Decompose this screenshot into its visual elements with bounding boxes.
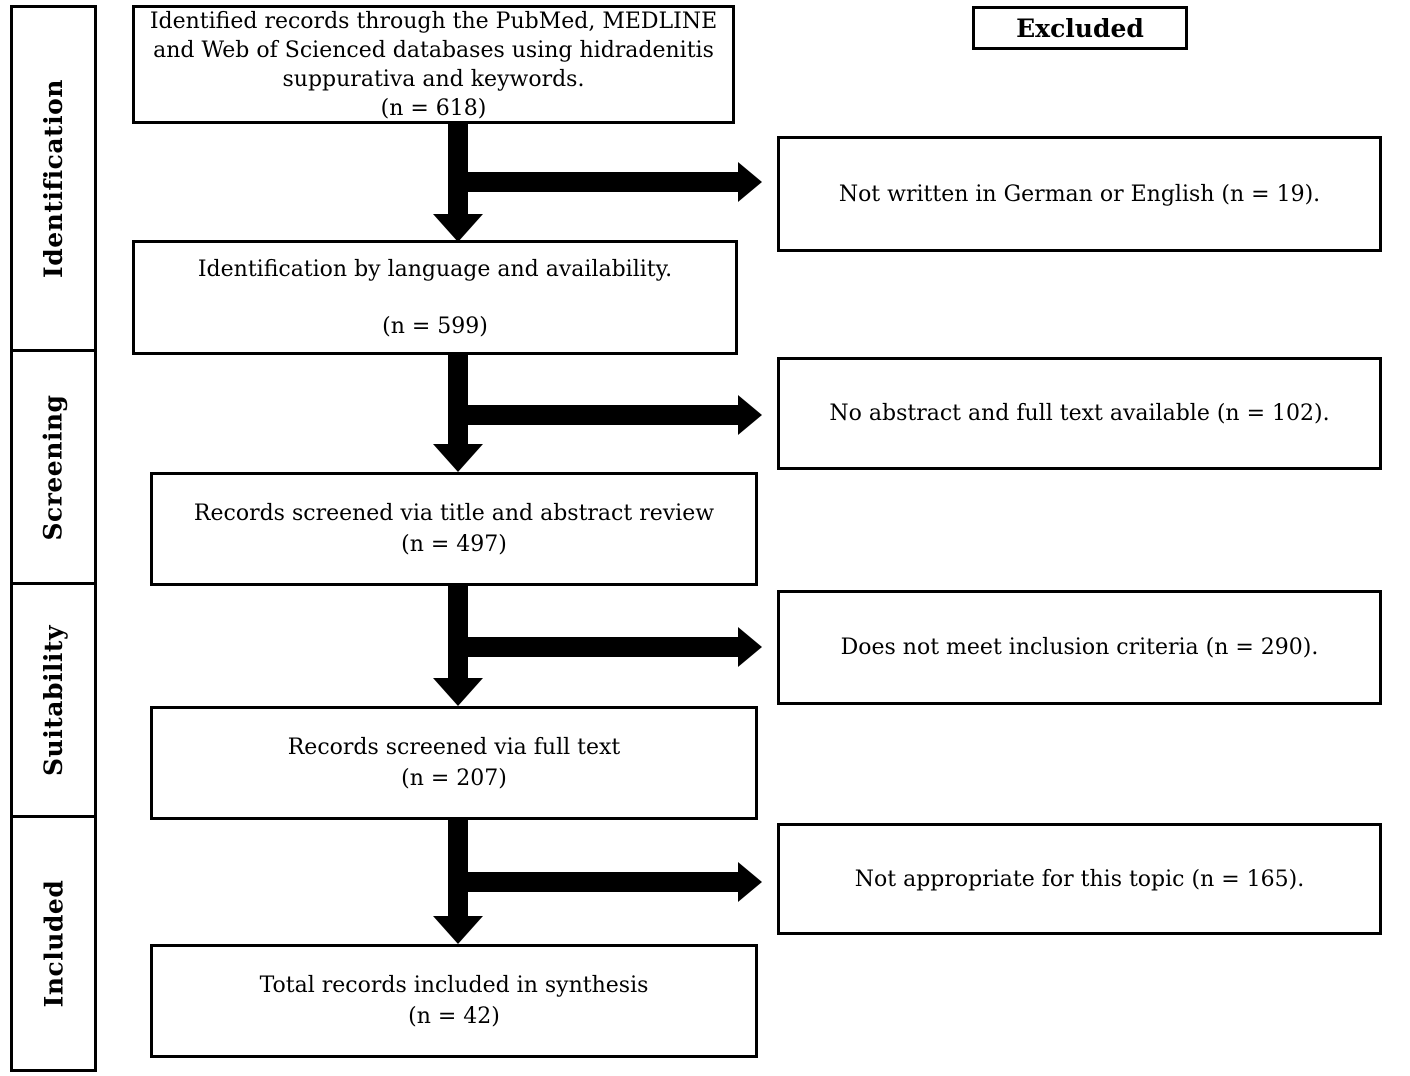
arrow-down-stem-icon bbox=[448, 820, 468, 916]
flow-box-title-abstract-review bbox=[150, 472, 758, 586]
box-text-line: Identified records through the PubMed, MEDLINE bbox=[149, 8, 718, 34]
arrow-down-head-icon bbox=[433, 214, 483, 242]
arrow-down-head-icon bbox=[433, 916, 483, 944]
arrow-right-stem-icon bbox=[448, 872, 738, 892]
arrow-down-head-icon bbox=[433, 678, 483, 706]
box-text: Records screened via full text bbox=[287, 735, 621, 760]
arrow-right-stem-icon bbox=[448, 172, 738, 192]
arrow-right-head-icon bbox=[738, 627, 762, 667]
box-text: No abstract and full text available (n = 102). bbox=[829, 401, 1330, 426]
box-text: Total records included in synthesis bbox=[259, 973, 649, 998]
box-text: Not appropriate for this topic (n = 165). bbox=[854, 866, 1305, 892]
stage-label: Included bbox=[39, 879, 69, 1008]
flow-box-identification-language bbox=[132, 240, 738, 355]
box-count: (n = 497) bbox=[401, 532, 507, 557]
arrow-right-stem-icon bbox=[448, 405, 738, 425]
stage-label: Identification bbox=[39, 79, 68, 278]
arrow-down-head-icon bbox=[433, 444, 483, 472]
arrow-right-head-icon bbox=[738, 862, 762, 902]
sidebar-stage-included bbox=[10, 815, 97, 1072]
flow-box-included-synthesis bbox=[150, 944, 758, 1058]
box-count: (n = 618) bbox=[380, 95, 487, 121]
box-count: (n = 42) bbox=[408, 1004, 500, 1029]
exclusion-box-language bbox=[777, 136, 1382, 252]
flow-box-identified-records bbox=[132, 5, 735, 124]
sidebar-stage-screening bbox=[10, 349, 97, 585]
sidebar-stage-suitability bbox=[10, 582, 97, 818]
box-count: (n = 207) bbox=[401, 766, 507, 791]
exclusion-box-inclusion-criteria bbox=[777, 590, 1382, 705]
exclusion-box-not-appropriate bbox=[777, 823, 1382, 935]
flow-box-full-text-review bbox=[150, 706, 758, 820]
arrow-down-stem-icon bbox=[448, 586, 468, 678]
arrow-right-head-icon bbox=[738, 395, 762, 435]
stage-label: Suitability bbox=[39, 624, 68, 776]
arrow-down-stem-icon bbox=[448, 124, 468, 216]
excluded-header-label: Excluded bbox=[1016, 13, 1144, 43]
box-text: Identification by language and availability. bbox=[197, 256, 673, 282]
box-text: Does not meet inclusion criteria (n = 290). bbox=[840, 635, 1319, 660]
box-count: (n = 599) bbox=[382, 313, 488, 339]
sidebar-stage-identification bbox=[10, 5, 97, 352]
arrow-right-head-icon bbox=[738, 162, 762, 202]
arrow-down-stem-icon bbox=[448, 355, 468, 444]
box-text-line: and Web of Scienced databases using hidradenitis bbox=[153, 37, 714, 63]
box-text-line: suppurativa and keywords. bbox=[282, 66, 585, 92]
arrow-right-stem-icon bbox=[448, 637, 738, 657]
excluded-header bbox=[972, 6, 1188, 50]
stage-label: Screening bbox=[39, 393, 68, 541]
exclusion-box-no-fulltext bbox=[777, 357, 1382, 470]
box-text: Records screened via title and abstract review bbox=[193, 501, 715, 526]
box-text: Not written in German or English (n = 19). bbox=[838, 181, 1321, 207]
